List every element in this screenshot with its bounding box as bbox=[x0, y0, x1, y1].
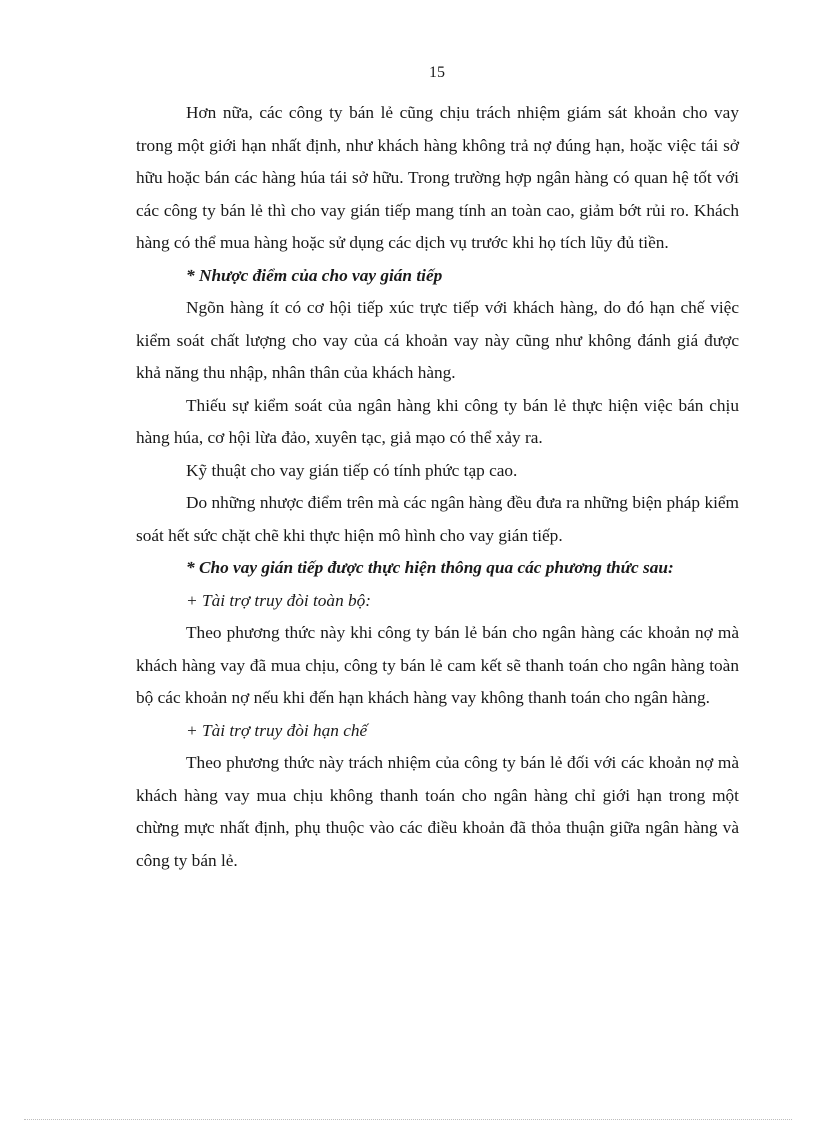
document-body bbox=[136, 97, 739, 877]
section-heading: * Nhược điểm của cho vay gián tiếp bbox=[186, 265, 443, 285]
paragraph: Theo phương thức này khi công ty bán lẻ bán cho ngân hàng các khoản nợ mà khách hàng vay đã mua chịu, công ty bán lẻ cam kết sẽ thanh toán cho ngân hàng toàn bộ các khoản nợ nếu khi đến hạn khách hàng vay không thanh toán cho ngân hàng. bbox=[136, 623, 739, 707]
paragraph: Kỹ thuật cho vay gián tiếp có tính phức tạp cao. bbox=[186, 460, 518, 480]
subheading: + Tài trợ truy đòi toàn bộ: bbox=[186, 590, 372, 610]
subheading: + Tài trợ truy đòi hạn chế bbox=[186, 720, 368, 740]
paragraph: Hơn nữa, các công ty bán lẻ cũng chịu trách nhiệm giám sát khoản cho vay trong một giới hạn nhất định, như khách hàng không trả nợ đúng hạn, hoặc việc tái sở hữu hoặc bán các hàng húa tái sở hữu. Trong trường hợp ngân hàng có quan hệ tốt với các công ty bán lẻ thì cho vay gián tiếp mang tính an toàn cao, giảm bớt rủi ro. Khách hàng có thể mua hàng hoặc sử dụng các dịch vụ trước khi họ tích lũy đủ tiền. bbox=[136, 103, 739, 252]
paragraph: Theo phương thức này trách nhiệm của công ty bán lẻ đối với các khoản nợ mà khách hàng vay mua chịu không thanh toán cho ngân hàng chỉ giới hạn trong một chừng mực nhất định, phụ thuộc vào các điều khoản đã thỏa thuận giữa ngân hàng và công ty bán lẻ. bbox=[136, 753, 739, 870]
section-heading: * Cho vay gián tiếp được thực hiện thông qua các phương thức sau: bbox=[186, 558, 674, 577]
paragraph: Do những nhược điểm trên mà các ngân hàng đều đưa ra những biện pháp kiểm soát hết sức chặt chẽ khi thực hiện mô hình cho vay gián tiếp. bbox=[136, 493, 739, 545]
paragraph: Thiếu sự kiểm soát của ngân hàng khi công ty bán lẻ thực hiện việc bán chịu hàng húa, cơ hội lừa đảo, xuyên tạc, giả mạo có thể xảy ra. bbox=[136, 395, 739, 447]
page-bottom-divider bbox=[24, 1119, 792, 1120]
paragraph: Ngõn hàng ít có cơ hội tiếp xúc trực tiếp với khách hàng, do đó hạn chế việc kiểm soát chất lượng cho vay của cá khoản vay này cũng như không đánh giá được khả năng thu nhập, nhân thân của khách hàng. bbox=[136, 298, 739, 382]
page-number: 15 bbox=[429, 64, 445, 81]
